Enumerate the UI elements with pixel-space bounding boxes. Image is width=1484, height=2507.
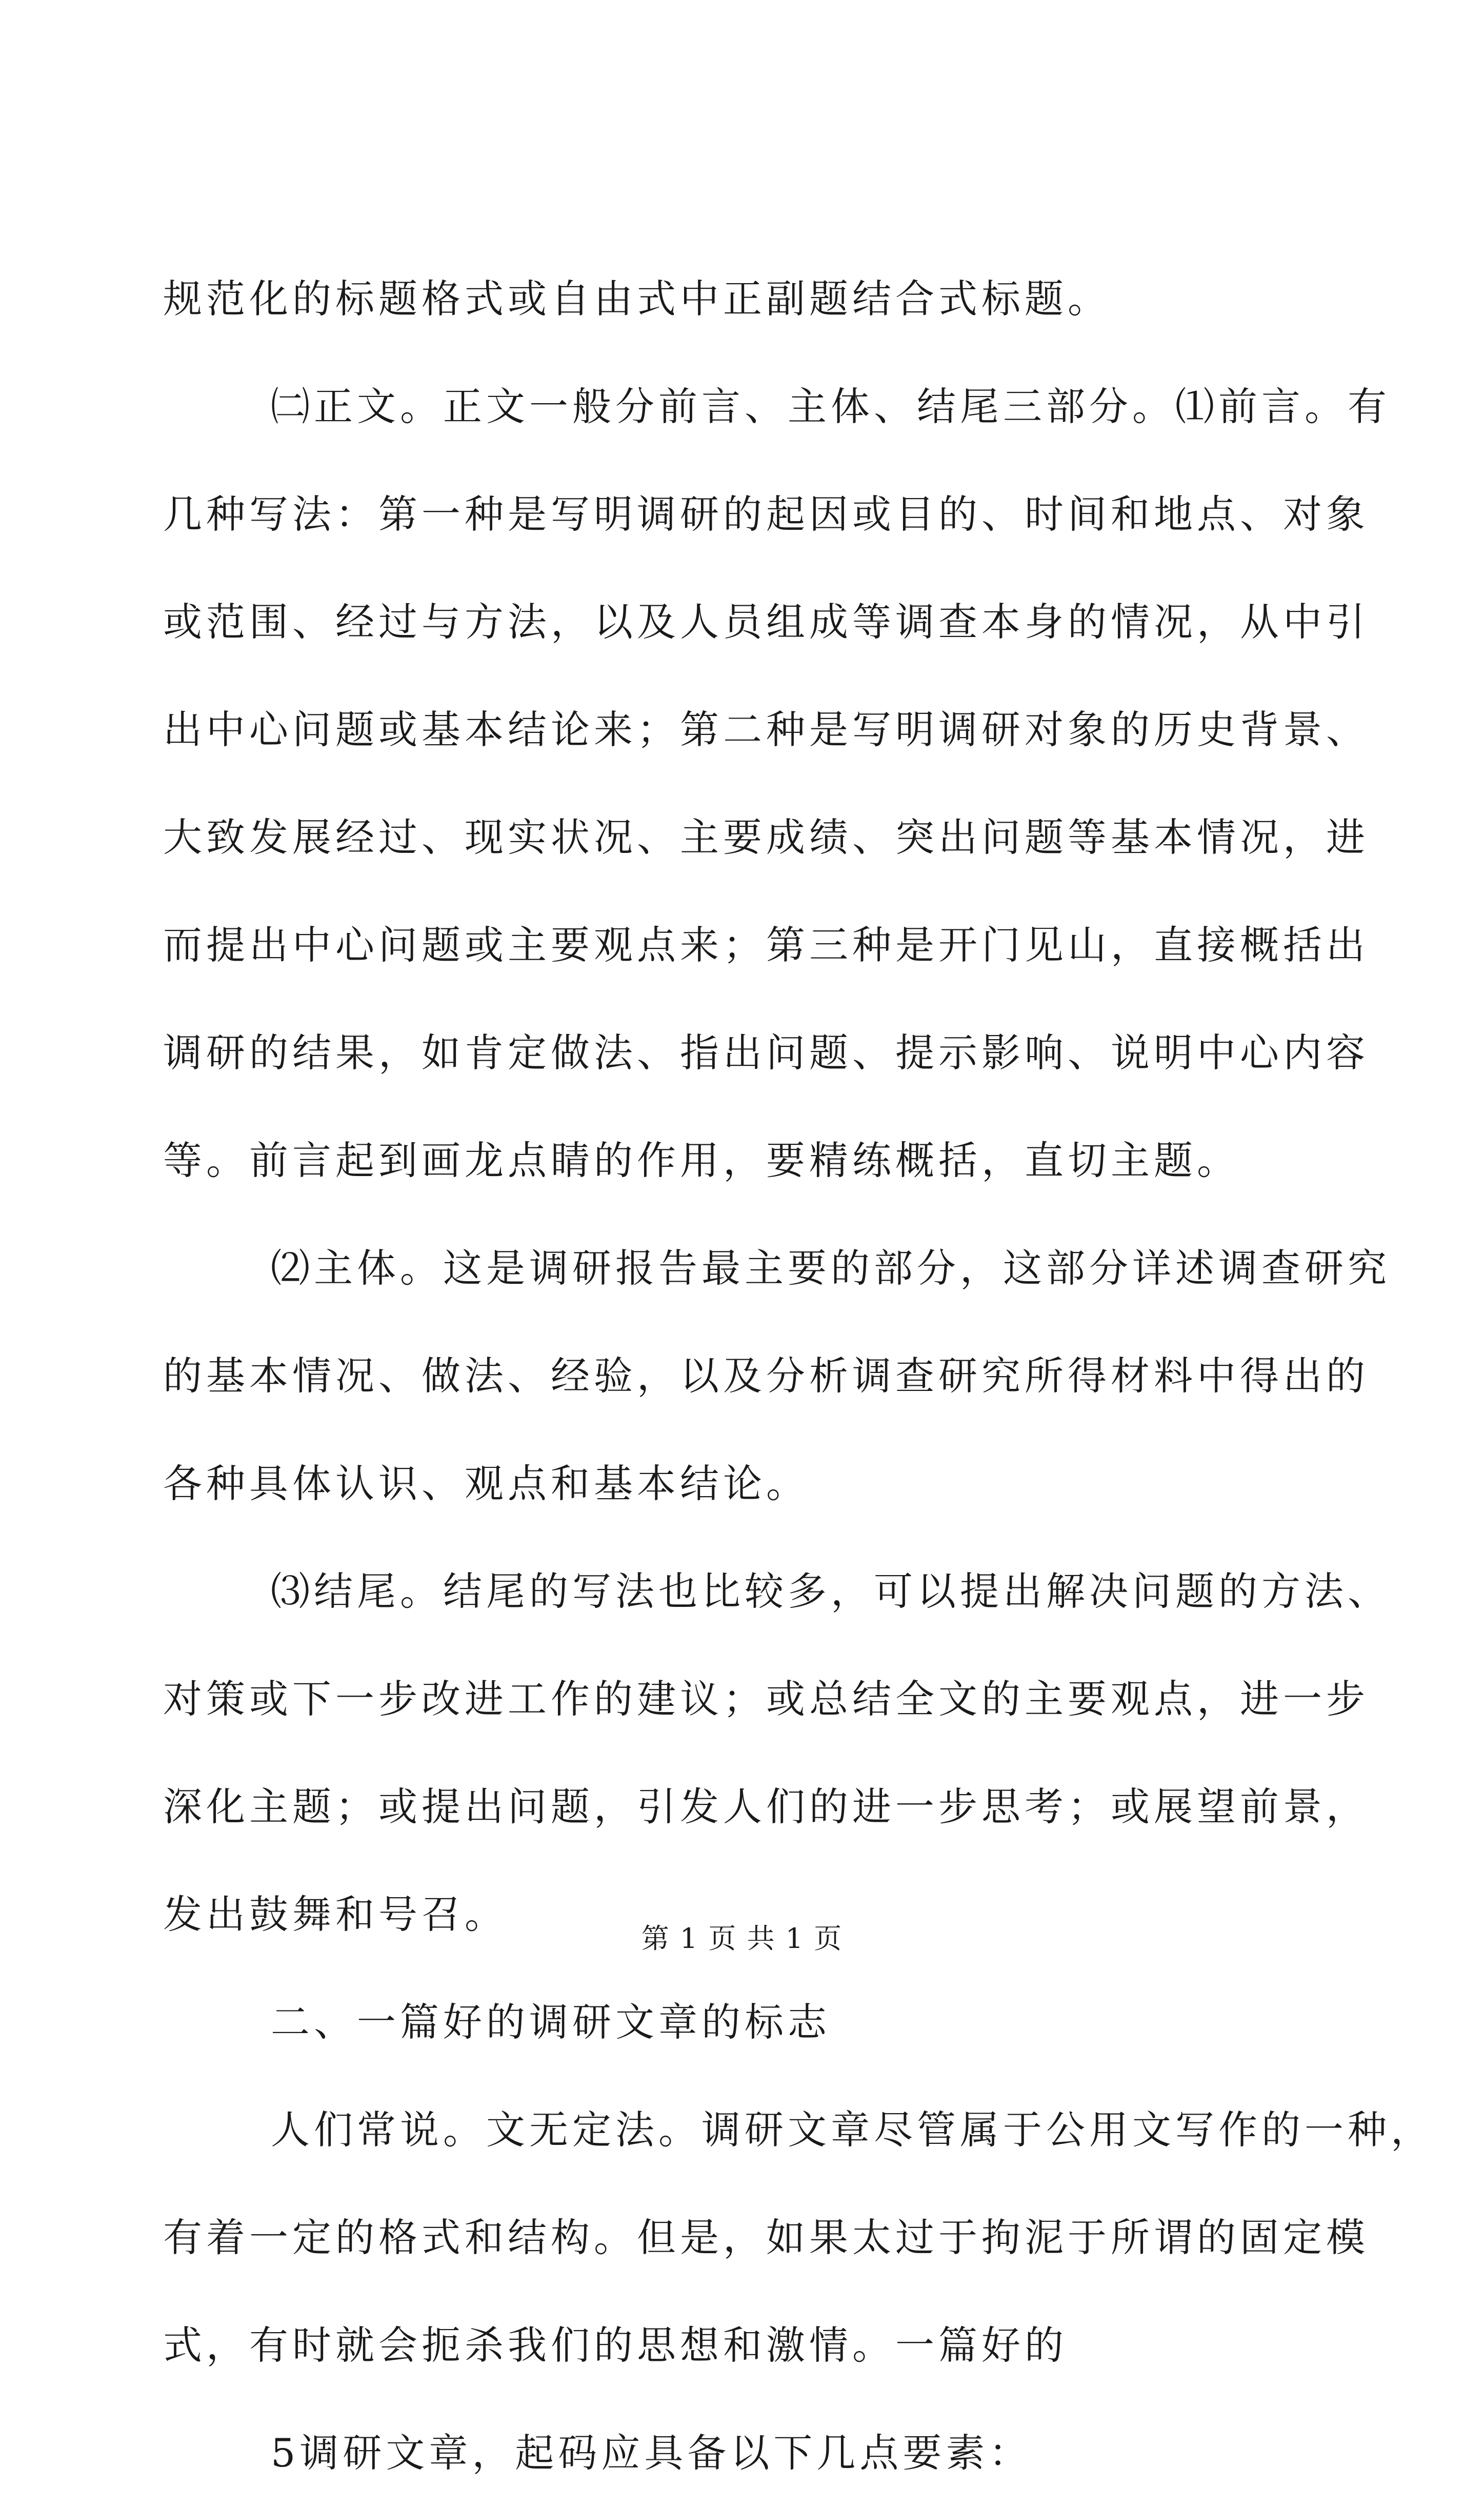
document-body <box>163 245 1434 2507</box>
body-line: 出中心问题或基本结论来；第二种是写明调研对象的历史背景、 <box>163 707 1369 752</box>
body-line: ㈡正文。正文一般分前言、主体、结尾三部分。⑴前言。有 <box>271 384 1391 429</box>
body-line: 的基本情况、做法、经验，以及分析调查研究所得材料中得出的 <box>163 1353 1369 1399</box>
body-line: 人们常说。文无定法。调研文章尽管属于公用文写作的一种， <box>271 2107 1434 2153</box>
body-line: 对策或下一步改进工作的建议；或总结全文的主要观点，进一步 <box>163 1676 1369 1722</box>
body-line: 大致发展经过、现实状况、主要成绩、突出问题等基本情况，进 <box>163 814 1369 860</box>
section-heading: 二、一篇好的调研文章的标志 <box>271 1999 831 2045</box>
body-line: ⑶结尾。结尾的写法也比较多，可以提出解决问题的方法、 <box>271 1568 1391 1614</box>
body-line: 深化主题；或提出问题，引发人们的进一步思考；或展望前景， <box>163 1784 1369 1829</box>
body-line: 而提出中心问题或主要观点来；第三种是开门见山，直接概括出 <box>163 922 1369 968</box>
body-line: 几种写法：第一种是写明调研的起因或目的、时间和地点、对象 <box>163 491 1369 537</box>
body-line: 等。前言起到画龙点睛的作用，要精练概括，直切主题。 <box>163 1138 1240 1183</box>
body-line: 有着一定的格式和结构。但是，如果太过于拘泥于所谓的固定模 <box>163 2215 1369 2260</box>
body-line: 发出鼓舞和号召。 <box>163 1892 508 1937</box>
body-line: 各种具体认识、观点和基本结论。 <box>163 1461 809 1506</box>
body-line: ⑵主体。这是调研报告最主要的部分，这部分详述调查研究 <box>271 1245 1391 1291</box>
body-line: 式，有时就会扼杀我们的思想和激情。一篇好的 <box>163 2322 1068 2368</box>
body-line: 5调研文章，起码应具备以下几点要素： <box>271 2430 1032 2476</box>
page-footer: 第 1 页 共 1 页 <box>641 1922 843 1955</box>
body-line: 调研的结果，如肯定做法、指出问题、提示影响、说明中心内容 <box>163 1030 1369 1076</box>
body-line: 或范围、经过与方法，以及人员组成等调查本身的情况，从中引 <box>163 599 1369 645</box>
body-line: 规范化的标题格式或自由式中正副题结合式标题。 <box>163 276 1111 322</box>
